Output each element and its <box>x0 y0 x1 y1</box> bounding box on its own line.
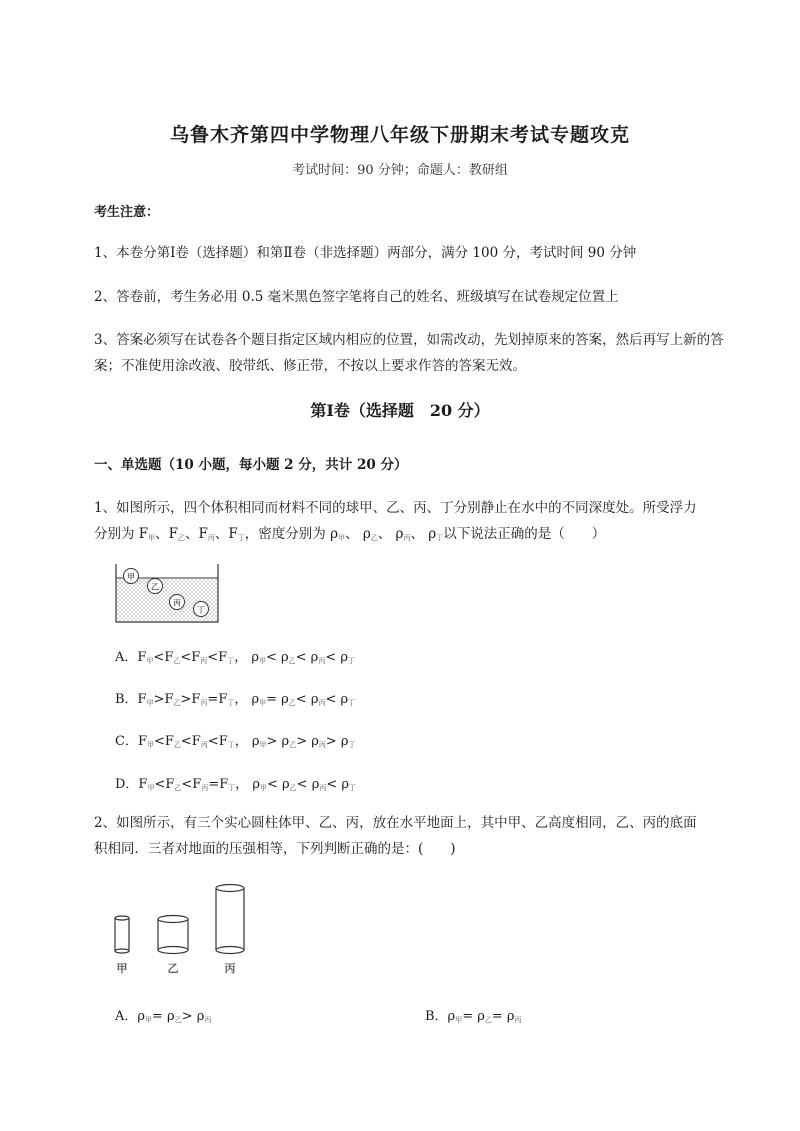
q1-option-b[interactable]: B．$F_甲>F_乙>F_丙=F_丁$， $\rho_甲= \rho_乙< \rho_丙< \rho_丁$ <box>115 692 356 707</box>
notice-item-2: 2、答卷前，考生务必用 0.5 毫米黑色签字笔将自己的姓名、班级填写在试卷规定位置上 <box>94 289 619 305</box>
question-1-stem-line2: 分别为 $F_甲$、$F_乙$、$F_丙$、$F_丁$，密度分别为 $\rho_甲$、 $\rho_乙$、 $\rho_丙$、 $\rho_丁$以下说法正确的是（ ） <box>94 526 606 542</box>
question-2-stem-line1: 2、如图所示，有三个实心圆柱体甲、乙、丙，放在水平地面上，其中甲、乙高度相同，乙、丙的底面 <box>94 815 697 831</box>
ball-jia <box>124 569 139 584</box>
q2-option-a[interactable]: A．$\rho_甲= \rho_乙> \rho_丙$ <box>115 1009 212 1024</box>
question-2 <box>94 810 744 862</box>
label-yi: 乙 <box>167 962 179 975</box>
part-heading: 一、单选题（10 小题，每小题 2 分，共计 20 分） <box>94 457 408 473</box>
exam-info: 考试时间：90 分钟；命题人：教研组 <box>292 163 508 178</box>
q1-option-d[interactable]: D．$F_甲<F_乙<F_丙=F_丁$， $\rho_甲< \rho_乙< \rho_丙< \rho_丁$ <box>115 777 357 792</box>
svg-text:丁: 丁 <box>197 605 205 615</box>
notice-heading: 考生注意： <box>94 205 160 220</box>
q1-option-a[interactable]: A．$F_甲<F_乙<F_丙<F_丁$， $\rho_甲< \rho_乙< \rho_丙< \rho_丁$ <box>115 650 355 665</box>
label-jia: 甲 <box>116 962 128 975</box>
cylinders-figure <box>108 880 258 980</box>
q2-option-b[interactable]: B．$\rho_甲= \rho_乙= \rho_丙$ <box>425 1009 522 1024</box>
question-2-stem-line2: 积相同．三者对地面的压强相等，下列判断正确的是：( ) <box>94 841 456 857</box>
svg-text:甲: 甲 <box>127 572 135 582</box>
section-title: 第Ⅰ卷（选择题 20 分） <box>310 401 490 420</box>
water-tank-figure <box>115 563 219 623</box>
cylinder-jia <box>115 916 129 953</box>
ball-bing <box>170 595 185 610</box>
question-1 <box>94 495 744 551</box>
ball-ding <box>194 602 209 617</box>
cylinder-yi <box>158 916 188 954</box>
ball-yi <box>148 579 163 594</box>
notice-item-3: 3、答案必须写在试卷各个题目指定区域内相应的位置，如需改动，先划掉原来的答案，然后再写上新的答案；不准使用涂改液、胶带纸、修正带，不按以上要求作答的答案无效。 <box>94 332 724 374</box>
svg-text:丙: 丙 <box>173 598 181 608</box>
q1-option-c[interactable]: C．$F_甲<F_乙<F_丙<F_丁$， $\rho_甲> \rho_乙> \rho_丙> \rho_丁$ <box>115 734 356 749</box>
page-title: 乌鲁木齐第四中学物理八年级下册期末考试专题攻克 <box>169 124 630 146</box>
cylinder-bing <box>216 885 244 954</box>
question-1-stem-line1: 1、如图所示，四个体积相同而材料不同的球甲、乙、丙、丁分别静止在水中的不同深度处。所受浮力 <box>94 500 697 516</box>
label-bing: 丙 <box>224 962 236 975</box>
svg-text:乙: 乙 <box>151 582 159 592</box>
notice-item-1: 1、本卷分第Ⅰ卷（选择题）和第Ⅱ卷（非选择题）两部分，满分 100 分，考试时间 90 分钟 <box>94 245 637 261</box>
